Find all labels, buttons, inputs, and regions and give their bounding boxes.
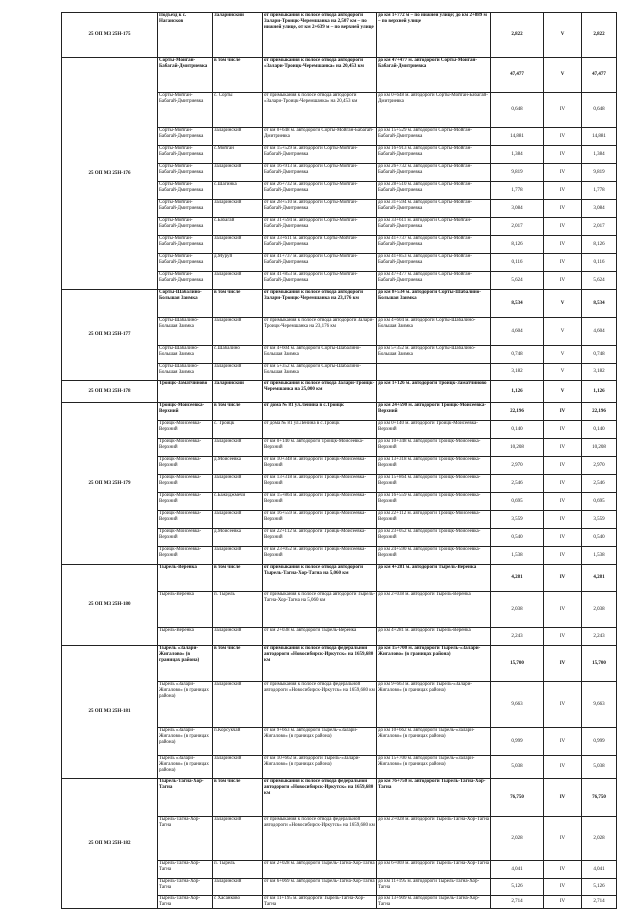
- road-category: IV: [544, 511, 582, 529]
- road-name: Сорты-Мойган-Бабагай-Дмитриевка: [158, 58, 213, 93]
- segment-length: 1,538: [491, 547, 544, 565]
- segment-start: от км 41+737 м. автодороги Сорты-Мойган-Бабагай-Дмитриевка: [263, 254, 377, 272]
- road-name: Сорты-Мойган-Бабагай-Дмитриевка: [158, 146, 213, 164]
- road-name: Тырель-Тагна-Хор-Тагна: [158, 779, 213, 817]
- segment-length: 1,384: [491, 146, 544, 164]
- road-name: Сорты-Шабалино-Большая Заимка: [158, 290, 213, 318]
- segment-start: от примыкания к полосе отвода Залари-Троицк-Черемшанка на 25,000 км: [263, 381, 377, 403]
- segment-end: до км 2+028 м. автодороги Тырель-Тагна-Хор-Тагна: [377, 817, 491, 861]
- road-category: IV: [544, 272, 582, 290]
- segment-start: от км 9+663 м. автодороги Тырель-«Залари-Жигалово» (в границах района): [263, 728, 377, 756]
- segment-length: 4,604: [491, 318, 544, 346]
- segment-length: 0,648: [491, 93, 544, 128]
- road-district: Заларинский: [213, 200, 263, 218]
- segment-start: от км 0+648 м. автодороги Сорты-Мойган-Бабагай-Дмитриевка: [263, 128, 377, 146]
- segment-start: от км 13+318 м. автодороги Троицк-Моисеевка-Верхний: [263, 475, 377, 493]
- segment-end: до км 8+534 м. автодороги Сорты-Шабалино-Большая Заимка: [377, 290, 491, 318]
- segment-total: 8,126: [582, 236, 617, 254]
- segment-length: 14,881: [491, 128, 544, 146]
- road-category: IV: [544, 403, 582, 421]
- segment-end: до км 28+510 м. автодороги Сорты-Мойган-Бабагай-Дмитриевка: [377, 182, 491, 200]
- segment-start: от примыкания к полосе отвода автодороги Залари-Троицк-Черемшанка на 2,507 км – по нижней улице, от км 2+639 м – по верхней улице: [263, 13, 377, 58]
- segment-total: 3,084: [582, 200, 617, 218]
- road-category: IV: [544, 146, 582, 164]
- segment-length: 3,559: [491, 511, 544, 529]
- segment-total: 0,648: [582, 93, 617, 128]
- road-category: IV: [544, 682, 582, 728]
- road-name: Тырель «Залари-Жигалово» (в границах района): [158, 646, 213, 682]
- segment-total: 2,038: [582, 592, 617, 628]
- segment-total: 1,778: [582, 182, 617, 200]
- segment-start: от примыкания к полосе отвода федеральной автодороги «Новосибирск-Иркутск» на 1659,680 км: [263, 682, 377, 728]
- road-id-code: 25 ОП МЗ 25Н-176: [62, 58, 158, 290]
- segment-end: до км 9+663 м. автодороги Тырель-«Залари-Жигалово» (в границах района): [377, 682, 491, 728]
- road-id-code: 25 ОП МЗ 25Н-181: [62, 646, 158, 779]
- segment-start: от примыкания к полосе отвода автодороги Залари-Троицк-Черемшанка на 23,176 км: [263, 318, 377, 346]
- segment-end: до км 26+732 м. автодороги Сорты-Мойган-Бабагай-Дмитриевка: [377, 164, 491, 182]
- segment-length: 2,546: [491, 475, 544, 493]
- segment-start: от км 33+611 м. автодороги Сорты-Мойган-Бабагай-Дмитриевка: [263, 236, 377, 254]
- road-category: IV: [544, 817, 582, 861]
- segment-length: 0,140: [491, 421, 544, 439]
- road-district: д.Моисеевка: [213, 457, 263, 475]
- segment-length: 3,182: [491, 364, 544, 381]
- segment-total: 4,281: [582, 565, 617, 592]
- segment-end: до км 47+477 м. автодороги Сорты-Мойган-Бабагай-Дмитриевка: [377, 272, 491, 290]
- segment-total: 14,881: [582, 128, 617, 146]
- segment-length: 4,281: [491, 565, 544, 592]
- segment-length: 8,534: [491, 290, 544, 318]
- road-name: Тырель «Залари-Жигалово» (в границах района): [158, 756, 213, 779]
- road-name: Троицк-Моисеевка-Верхний: [158, 457, 213, 475]
- road-main-row: [62, 381, 617, 403]
- segment-end: до км 16+559 м. автодороги Троицк-Моисеевка-Верхний: [377, 493, 491, 511]
- segment-total: 3,559: [582, 511, 617, 529]
- segment-end: до км 10+348 м. автодороги Троицк-Моисеевка-Верхний: [377, 439, 491, 457]
- road-district: Заларинский: [213, 13, 263, 58]
- segment-length: 4,041: [491, 861, 544, 879]
- road-district: Заларинский: [213, 682, 263, 728]
- road-name: Тырель «Залари-Жигалово» (в границах района): [158, 682, 213, 728]
- segment-length: 2,038: [491, 592, 544, 628]
- segment-total: 3,182: [582, 364, 617, 381]
- road-category: IV: [544, 879, 582, 896]
- road-category: IV: [544, 218, 582, 236]
- segment-end: до км 41+737 м. автодороги Сорты-Мойган-Бабагай-Дмитриевка: [377, 236, 491, 254]
- segment-start: от примыкания к полосе отвода федеральной автодороги «Новосибирск-Иркутск» на 1659,680 км: [263, 646, 377, 682]
- segment-end: до км 41+853 м. автодороги Сорты-Мойган-Бабагай-Дмитриевка: [377, 254, 491, 272]
- road-district: Заларинский: [213, 879, 263, 896]
- segment-start: от км 10+348 м. автодороги Троицк-Моисеевка-Верхний: [263, 457, 377, 475]
- road-register-page: [61, 12, 616, 909]
- segment-start: от примыкания к полосе отвода федеральной автодороги «Новосибирск-Иркутск» на 1659,680 км: [263, 817, 377, 861]
- segment-end: до км 31+594 м. автодороги Сорты-Мойган-Бабагай-Дмитриевка: [377, 200, 491, 218]
- road-main-row: [62, 646, 617, 682]
- road-category: V: [544, 290, 582, 318]
- road-category: IV: [544, 756, 582, 779]
- segment-total: 15,700: [582, 646, 617, 682]
- segment-length: 2,970: [491, 457, 544, 475]
- segment-start: от км 4+604 м. автодороги Сорты-Шабалино-Большая Заимка: [263, 346, 377, 364]
- segment-start: от км 0+140 м. автодороги Троицк-Моисеевка-Верхний: [263, 439, 377, 457]
- segment-start: от примыкания к полосе отвода автодороги «Залари-Троицк-Черемшанка» на 20,453 км: [263, 58, 377, 93]
- road-name: Троицк-Моисеевка-Верхний: [158, 403, 213, 421]
- segment-length: 22,196: [491, 403, 544, 421]
- road-name: Троицк-Моисеевка-Верхний: [158, 547, 213, 565]
- segment-total: 47,477: [582, 58, 617, 93]
- segment-total: 9,663: [582, 682, 617, 728]
- segment-total: 5,126: [582, 879, 617, 896]
- segment-length: 0,999: [491, 728, 544, 756]
- road-district: с.Шагинка: [213, 182, 263, 200]
- road-name: Троицк-Заматчиново: [158, 381, 213, 403]
- road-name: Тырель-Веренка: [158, 592, 213, 628]
- road-district: с.Шабалино: [213, 346, 263, 364]
- segment-start: от дома № 81 ул.Ленина в с.Троицк: [263, 421, 377, 439]
- segment-total: 1,126: [582, 381, 617, 403]
- road-category: IV: [544, 182, 582, 200]
- road-district: Заларинский: [213, 164, 263, 182]
- road-district: Заларинский: [213, 439, 263, 457]
- segment-end: до км 0+140 м. автодороги Троицк-Моисеевка-Верхний: [377, 421, 491, 439]
- segment-total: 9,819: [582, 164, 617, 182]
- road-main-row: [62, 779, 617, 817]
- road-name: Сорты-Мойган-Бабагай-Дмитриевка: [158, 272, 213, 290]
- road-main-row: [62, 58, 617, 93]
- road-category: IV: [544, 628, 582, 646]
- segment-total: 2,017: [582, 218, 617, 236]
- road-category: V: [544, 364, 582, 381]
- road-district: в том числе: [213, 646, 263, 682]
- road-district: Заларинский: [213, 381, 263, 403]
- road-name: Сорты-Мойган-Бабагай-Дмитриевка: [158, 164, 213, 182]
- segment-length: 10,208: [491, 439, 544, 457]
- segment-start: от примыкания к полосе отвода федеральной автодороги «Новосибирск-Иркутск» на 1659,680 км: [263, 779, 377, 817]
- road-district: в том числе: [213, 403, 263, 421]
- segment-start: от примыкания к полосе отвода автодороги «Залари-Троицк-Черемшанка» на 20,453 км: [263, 93, 377, 128]
- segment-total: 0,116: [582, 254, 617, 272]
- road-district: Заларинский: [213, 236, 263, 254]
- segment-length: 5,126: [491, 879, 544, 896]
- road-district: д.Муруй: [213, 254, 263, 272]
- segment-length: 1,126: [491, 381, 544, 403]
- road-name: Троицк-Моисеевка-Верхний: [158, 511, 213, 529]
- road-district: с.Мойган: [213, 146, 263, 164]
- road-category: IV: [544, 861, 582, 879]
- road-district: с.Бажиджмечи: [213, 493, 263, 511]
- segment-total: 4,041: [582, 861, 617, 879]
- road-name: Тырель-Веренка: [158, 628, 213, 646]
- segment-end: до км 15+700 м. автодороги Тырель-«Залари-Жигалово» (в границах района): [377, 646, 491, 682]
- segment-end: до км 4+281 м. автодороги Тырель-Веренка: [377, 565, 491, 592]
- road-name: Тырель «Залари-Жигалово» (в границах района): [158, 728, 213, 756]
- road-id-code: 25 ОП МЗ 25Н-180: [62, 565, 158, 646]
- road-name: Сорты-Мойган-Бабагай-Дмитриевка: [158, 254, 213, 272]
- road-district: с. Сорты: [213, 93, 263, 128]
- segment-end: до км 0+648 м. автодороги Сорты-Мойган-Бабагай-Дмитриевка: [377, 93, 491, 128]
- road-district: Заларинский: [213, 817, 263, 861]
- segment-start: от км 16+913 м. автодороги Сорты-Мойган-Бабагай-Дмитриевка: [263, 164, 377, 182]
- segment-total: 5,624: [582, 272, 617, 290]
- road-category: IV: [544, 592, 582, 628]
- segment-end: до км 11+195 м. автодороги Тырель-Тагна-Хор-Тагна: [377, 879, 491, 896]
- segment-start: от км 2+028 м. автодороги Тырель-Тагна-Хор-Тагна: [263, 861, 377, 879]
- segment-length: 3,084: [491, 200, 544, 218]
- road-category: IV: [544, 475, 582, 493]
- segment-length: 9,819: [491, 164, 544, 182]
- road-name: Сорты-Мойган-Бабагай-Дмитриевка: [158, 218, 213, 236]
- segment-total: 0,140: [582, 421, 617, 439]
- road-category: IV: [544, 439, 582, 457]
- segment-end: до км 1+772 м – по нижней улице; до км 2+889 м – по верхней улице: [377, 13, 491, 58]
- road-category: IV: [544, 529, 582, 547]
- segment-end: до км 76+750 м. автодороги Тырель-Тагна-Хор-Тагна: [377, 779, 491, 817]
- road-category: IV: [544, 896, 582, 909]
- segment-end: [377, 364, 491, 381]
- segment-length: 15,700: [491, 646, 544, 682]
- segment-start: от км 41+853 м. автодороги Сорты-Мойган-Бабагай-Дмитриевка: [263, 272, 377, 290]
- scan-margin: [0, 0, 8, 905]
- road-main-row: [62, 290, 617, 318]
- road-id-code: 25 ОП МЗ 25Н-182: [62, 779, 158, 909]
- road-name: Тырель-Тагна-Хор-Тагна: [158, 861, 213, 879]
- road-district: Заларинский: [213, 475, 263, 493]
- segment-end: до км 6+069 м. автодороги Тырель-Тагна-Хор-Тагна: [377, 861, 491, 879]
- road-main-row: [62, 13, 617, 58]
- road-category: IV: [544, 646, 582, 682]
- segment-end: до км 10+662 м. автодороги Тырель-«Залари-Жигалово» (в границах района): [377, 728, 491, 756]
- road-district: Заларинский: [213, 128, 263, 146]
- road-district: в том числе: [213, 565, 263, 592]
- road-name: Сорты-Шабалино-Большая Заимка: [158, 364, 213, 381]
- segment-total: 2,546: [582, 475, 617, 493]
- road-category: IV: [544, 457, 582, 475]
- segment-total: 22,196: [582, 403, 617, 421]
- road-district: д.Моисеевка: [213, 529, 263, 547]
- segment-length: 76,750: [491, 779, 544, 817]
- road-district: Заларинский: [213, 364, 263, 381]
- segment-start: от дома № 81 ул.Ленина в с.Троицк: [263, 403, 377, 421]
- segment-start: от км 2+038 м. автодороги Тырель-Веренка: [263, 628, 377, 646]
- road-category: IV: [544, 128, 582, 146]
- segment-length: 2,243: [491, 628, 544, 646]
- road-category: IV: [544, 93, 582, 128]
- road-main-row: [62, 403, 617, 421]
- road-category: IV: [544, 493, 582, 511]
- segment-total: 0,748: [582, 346, 617, 364]
- segment-total: 2,028: [582, 817, 617, 861]
- road-district: с. Троицк: [213, 421, 263, 439]
- road-register-body: [62, 13, 617, 909]
- road-name: Троицк-Моисеевка-Верхний: [158, 475, 213, 493]
- road-name: Сорты-Шабалино-Большая Заимка: [158, 318, 213, 346]
- road-category: V: [544, 381, 582, 403]
- road-district: Заларинский: [213, 756, 263, 779]
- road-category: IV: [544, 421, 582, 439]
- road-category: V: [544, 346, 582, 364]
- road-category: V: [544, 318, 582, 346]
- road-name: Троицк-Моисеевка-Верхний: [158, 421, 213, 439]
- segment-length: 2,028: [491, 817, 544, 861]
- segment-total: 2,243: [582, 628, 617, 646]
- road-district: п.Корсукчай: [213, 728, 263, 756]
- road-category: V: [544, 13, 582, 58]
- segment-end: до км 13+318 м. автодороги Троицк-Моисеевка-Верхний: [377, 457, 491, 475]
- segment-total: 10,208: [582, 439, 617, 457]
- road-district: п. Тырель: [213, 861, 263, 879]
- segment-total: 4,604: [582, 318, 617, 346]
- road-district: с.Бабагай: [213, 218, 263, 236]
- road-category: V: [544, 58, 582, 93]
- road-category: IV: [544, 254, 582, 272]
- road-category: IV: [544, 779, 582, 817]
- road-id-code: 25 ОП МЗ 25Н-179: [62, 403, 158, 565]
- road-id-code: 25 ОП МЗ 25Н-175: [62, 13, 158, 58]
- segment-length: 2,714: [491, 896, 544, 909]
- segment-end: до км 15+529 м. автодороги Сорты-Мойган-Бабагай-Дмитриевка: [377, 128, 491, 146]
- segment-total: 0,999: [582, 728, 617, 756]
- road-category: IV: [544, 200, 582, 218]
- segment-end: до км 4+604 м. автодороги Сорты-Шабалино-Большая Заимка: [377, 318, 491, 346]
- road-district: Заларинский: [213, 547, 263, 565]
- segment-end: до км 24+590 м. автодороги Троицк-Моисеевка-Верхний: [377, 403, 491, 421]
- road-name: Сорты-Мойган-Бабагай-Дмитриевка: [158, 236, 213, 254]
- road-name: Сорты-Мойган-Бабагай-Дмитриевка: [158, 200, 213, 218]
- segment-end: до км 4+281 м. автодороги Тырель-Веренка: [377, 628, 491, 646]
- segment-end: до км 15+864 м. автодороги Троицк-Моисеевка-Верхний: [377, 475, 491, 493]
- segment-length: 5,038: [491, 756, 544, 779]
- road-district: Заларинский: [213, 272, 263, 290]
- road-category: IV: [544, 547, 582, 565]
- road-name: Сорты-Шабалино-Большая Заимка: [158, 346, 213, 364]
- road-category: IV: [544, 236, 582, 254]
- segment-end: до км 15+700 м. автодороги Тырель-«Залари-Жигалово» (в границах района): [377, 756, 491, 779]
- segment-length: 8,126: [491, 236, 544, 254]
- segment-start: от км 31+594 м. автодороги Сорты-Мойган-Бабагай-Дмитриевка: [263, 218, 377, 236]
- road-name: Сорты-Мойган-Бабагай-Дмитриевка: [158, 182, 213, 200]
- segment-end: до км 5+352 м. автодороги Сорты-Шабалино-Большая Заимка: [377, 346, 491, 364]
- segment-total: 1,538: [582, 547, 617, 565]
- segment-start: от км 26+732 м. автодороги Сорты-Мойган-Бабагай-Дмитриевка: [263, 182, 377, 200]
- segment-end: до км 13+909 м. автодороги Тырель-Тагна-Хор-Тагна: [377, 896, 491, 909]
- segment-start: от примыкания к полосе отвода автодороги Тырель-Тагна-Хор-Тагна на 5,060 км: [263, 592, 377, 628]
- segment-length: 9,663: [491, 682, 544, 728]
- segment-length: 2,822: [491, 13, 544, 58]
- road-category: IV: [544, 565, 582, 592]
- segment-start: от км 5+352 м. автодороги Сорты-Шабалино-Большая Заимка: [263, 364, 377, 381]
- road-name: Тырель-Тагна-Хор-Тагна: [158, 879, 213, 896]
- road-name: Троицк-Моисеевка-Верхний: [158, 529, 213, 547]
- segment-start: от км 15+529 м. автодороги Сорты-Мойган-Бабагай-Дмитриевка: [263, 146, 377, 164]
- segment-start: от км 22+112 м. автодороги Троицк-Моисеевка-Верхний: [263, 529, 377, 547]
- road-name: Тырель-Тагна-Хор-Тагна: [158, 896, 213, 909]
- segment-start: от км 16+559 м. автодороги Троицк-Моисеевка-Верхний: [263, 511, 377, 529]
- segment-length: 5,624: [491, 272, 544, 290]
- segment-end: до км 16+913 м. автодороги Сорты-Мойган-Бабагай-Дмитриевка: [377, 146, 491, 164]
- road-district: Заларинский: [213, 511, 263, 529]
- segment-end: до км 2+038 м. автодороги Тырель-Веренка: [377, 592, 491, 628]
- segment-length: 47,477: [491, 58, 544, 93]
- segment-start: от км 23+052 м. автодороги Троицк-Моисеевка-Верхний: [263, 547, 377, 565]
- segment-length: 1,778: [491, 182, 544, 200]
- segment-total: 2,714: [582, 896, 617, 909]
- road-register-table: [61, 12, 617, 909]
- road-id-code: 25 ОП МЗ 25Н-177: [62, 290, 158, 381]
- segment-length: 0,540: [491, 529, 544, 547]
- segment-end: до км 1+126 м. автодороги Троицк-Заматчиново: [377, 381, 491, 403]
- segment-total: 0,695: [582, 493, 617, 511]
- road-district: с Хасанково: [213, 896, 263, 909]
- segment-start: от км 11+195 м. автодороги Тырель-Тагна-Хор-Тагна: [263, 896, 377, 909]
- road-district: в том числе: [213, 779, 263, 817]
- segment-length: 0,695: [491, 493, 544, 511]
- segment-length: 0,748: [491, 346, 544, 364]
- road-district: п. Тырель: [213, 592, 263, 628]
- road-id-code: 25 ОП МЗ 25Н-178: [62, 381, 158, 403]
- segment-start: от км 6+069 м. автодороги Тырель-Тагна-Хор-Тагна: [263, 879, 377, 896]
- road-district: Заларинский: [213, 318, 263, 346]
- segment-start: от примыкания к полосе отвода автодороги Тырель-Тагна-Хор-Тагна на 5,060 км: [263, 565, 377, 592]
- road-district: в том числе: [213, 290, 263, 318]
- road-name: Подъезд к с. Нагаисков: [158, 13, 213, 58]
- segment-total: 76,750: [582, 779, 617, 817]
- road-name: Сорты-Мойган-Бабагай-Дмитриевка: [158, 128, 213, 146]
- segment-end: до км 24+590 м. автодороги Троицк-Моисеевка-Верхний: [377, 547, 491, 565]
- road-name: Троицк-Моисеевка-Верхний: [158, 493, 213, 511]
- road-district: Заларинский: [213, 628, 263, 646]
- segment-length: 0,116: [491, 254, 544, 272]
- road-district: в том числе: [213, 58, 263, 93]
- segment-start: от км 28+510 м. автодороги Сорты-Мойган-Бабагай-Дмитриевка: [263, 200, 377, 218]
- road-name: Тырель-Веренка: [158, 565, 213, 592]
- road-main-row: [62, 565, 617, 592]
- segment-length: 2,017: [491, 218, 544, 236]
- segment-end: до км 33+611 м. автодороги Сорты-Мойган-Бабагай-Дмитриевка: [377, 218, 491, 236]
- segment-end: до км 22+112 м. автодороги Троицк-Моисеевка-Верхний: [377, 511, 491, 529]
- road-name: Тырель-Тагна-Хор-Тагна: [158, 817, 213, 861]
- segment-total: 1,384: [582, 146, 617, 164]
- road-category: IV: [544, 728, 582, 756]
- segment-start: от км 10+662 м. автодороги Тырель-«Залари-Жигалово» (в границах района): [263, 756, 377, 779]
- segment-total: 0,540: [582, 529, 617, 547]
- road-name: Сорты-Мойган-Бабагай-Дмитриевка: [158, 93, 213, 128]
- segment-start: от км 15+864 м. автодороги Троицк-Моисеевка-Верхний: [263, 493, 377, 511]
- road-category: IV: [544, 164, 582, 182]
- segment-total: 5,038: [582, 756, 617, 779]
- segment-start: от примыкания к полосе отвода автодороги Залари-Троицк-Черемшанка на 23,176 км: [263, 290, 377, 318]
- segment-total: 2,822: [582, 13, 617, 58]
- segment-end: до км 47+477 м. автодороги Сорты-Мойган-Бабагай-Дмитриевка: [377, 58, 491, 93]
- segment-total: 8,534: [582, 290, 617, 318]
- road-name: Троицк-Моисеевка-Верхний: [158, 439, 213, 457]
- segment-end: до км 23+052 м. автодороги Троицк-Моисеевка-Верхний: [377, 529, 491, 547]
- segment-total: 2,970: [582, 457, 617, 475]
